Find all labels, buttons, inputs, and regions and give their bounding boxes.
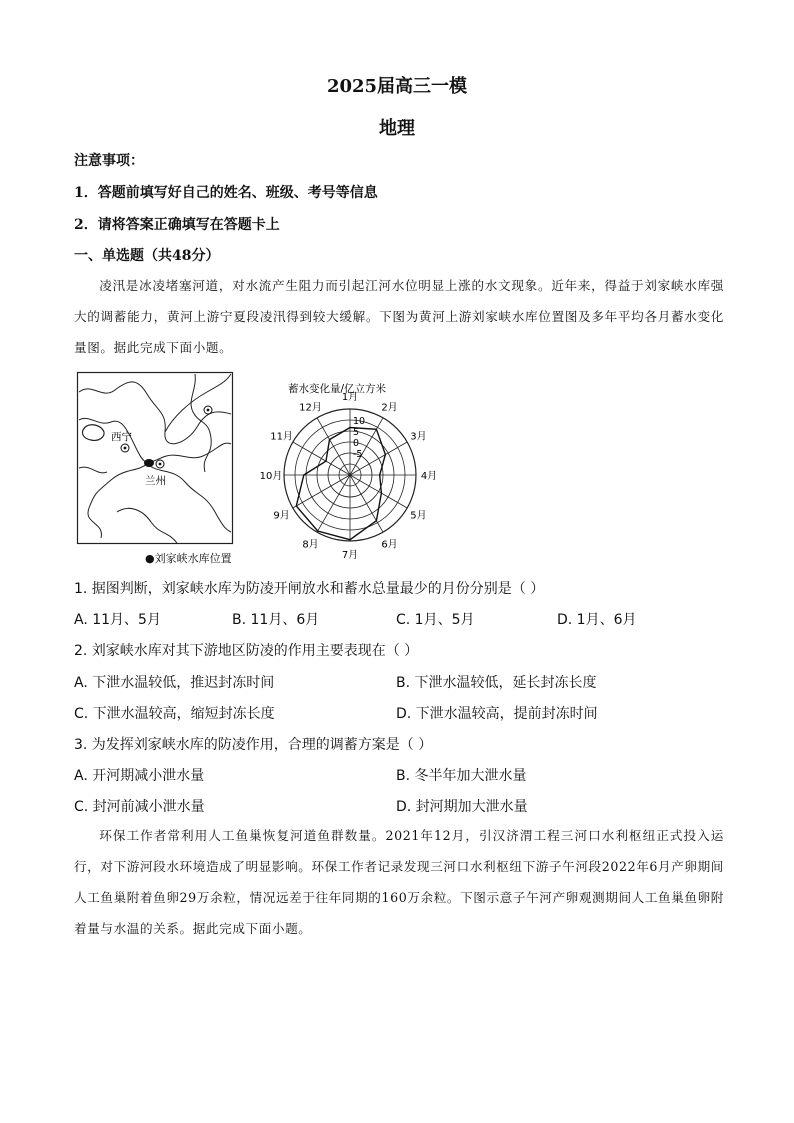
passage-line: 环保工作者常利用人工鱼巢恢复河道鱼群数量。2021年12月，引汉济渭工程三河口水利枢纽正式投入 [99, 828, 711, 843]
notice-heading: 注意事项： [74, 153, 144, 169]
map-caption: ●刘家峡水库位置 [145, 552, 232, 565]
month-label: 10月 [259, 471, 283, 482]
question-3-option-d[interactable]: D. 封河期加大泄水量 [396, 799, 528, 815]
month-label: 9月 [273, 510, 290, 522]
month-label: 11月 [270, 431, 293, 443]
month-label: 1月 [341, 392, 359, 403]
question-3-stem: 3. 为发挥刘家峡水库的防凌作用，合理的调蓄方案是（ ） [74, 737, 433, 753]
notice-item: 1．答题前填写好自己的姓名、班级、考号等信息 [74, 185, 378, 201]
question-2-option-a[interactable]: A. 下泄水温较低，推迟封冻时间 [74, 675, 275, 691]
question-3-option-b[interactable]: B. 冬半年加大泄水量 [396, 768, 527, 784]
month-label: 7月 [341, 550, 359, 561]
radar-spoke [293, 475, 350, 508]
passage-line: 凌汛是冰凌堵塞河道，对水流产生阻力而引起江河水位明显上涨的水文现象。近年来，得益于刘家峡 [99, 278, 685, 293]
month-label: 3月 [410, 431, 427, 443]
month-label: 2月 [381, 402, 398, 414]
question-2-option-d[interactable]: D. 下泄水温较高，提前封冻时间 [396, 706, 598, 722]
month-label: 4月 [420, 471, 438, 482]
reservoir-location-map [77, 372, 233, 544]
radar-spoke [317, 418, 350, 475]
month-label: 8月 [302, 539, 319, 551]
question-3-option-c[interactable]: C. 封河前减小泄水量 [74, 799, 205, 815]
axis-tick-label: 5 [353, 427, 360, 438]
storage-change-radar-chart [259, 378, 454, 561]
passage-1 [74, 270, 724, 363]
chart-title: 蓄水变化量/亿立方米 [288, 383, 387, 395]
passage-line: 水库强大的调蓄能力，黄河上游宁夏段凌汛得到较大缓解。下图为黄河上游刘家峡水库位置图及多年平均 [74, 278, 724, 324]
month-label: 12月 [299, 402, 322, 414]
month-label: 5月 [410, 510, 427, 522]
axis-tick-label: -5 [353, 449, 363, 460]
question-1-option-d[interactable]: D. 1月、6月 [557, 612, 637, 628]
exam-title: 2025届高三一模 [326, 76, 468, 97]
passage-2 [74, 820, 724, 944]
passage-line: 人工鱼巢鱼卵附着量与水温的关系。据此完成下面小题。 [74, 890, 724, 936]
subject-title: 地理 [379, 118, 415, 139]
passage-line: 产卵期间人工鱼巢附着鱼卵29万余粒，情况远差于往年同期的160万余粒。下图示意子午河产卵观测期间 [74, 859, 724, 905]
city-label-lanzhou: 兰州 [145, 475, 166, 487]
month-label: 6月 [381, 539, 398, 551]
radar-spoke [293, 442, 350, 475]
question-2-option-c[interactable]: C. 下泄水温较高，缩短封冻长度 [74, 706, 275, 722]
question-3-option-a[interactable]: A. 开河期减小泄水量 [74, 768, 205, 784]
radar-axis-ticks [353, 416, 365, 460]
passage-line: 运行，对下游河段水环境造成了明显影响。环保工作者记录发现三河口水利枢纽下游子午河段2022年6月 [74, 828, 724, 874]
section-heading: 一、单选题（共48分） [74, 248, 220, 264]
city-label-xining: 西宁 [111, 431, 132, 443]
passage-line: 各月蓄水变化量图。据此完成下面小题。 [74, 309, 724, 355]
radar-spoke [350, 475, 383, 532]
radar-spoke [350, 475, 407, 508]
storage-change-curve [296, 428, 385, 540]
notice-item: 2．请将答案正确填写在答题卡上 [74, 217, 280, 233]
axis-tick-label: 0 [353, 438, 360, 449]
question-1-stem: 1. 据图判断，刘家峡水库为防凌开闸放水和蓄水总量最少的月份分别是（ ） [74, 581, 545, 597]
axis-tick-label: 10 [353, 416, 366, 427]
question-1-option-b[interactable]: B. 11月、6月 [232, 612, 320, 628]
question-2-option-b[interactable]: B. 下泄水温较低，延长封冻长度 [396, 675, 597, 691]
question-2-stem: 2. 刘家峡水库对其下游地区防凌的作用主要表现在（ ） [74, 643, 419, 659]
question-1-option-c[interactable]: C. 1月、5月 [396, 612, 475, 628]
radar-spoke [317, 475, 350, 532]
question-1-option-a[interactable]: A. 11月、5月 [74, 612, 161, 628]
